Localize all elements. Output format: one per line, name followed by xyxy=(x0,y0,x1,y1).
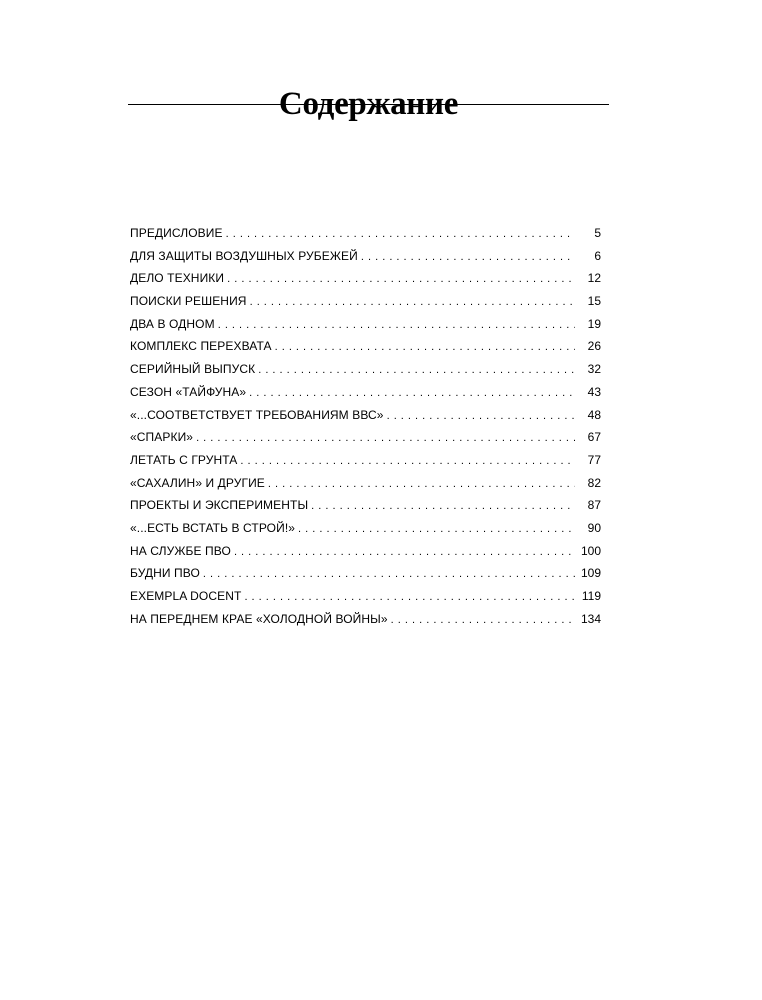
toc-entry-title: ДВА В ОДНОМ xyxy=(130,316,215,331)
toc-entry-title: ПОИСКИ РЕШЕНИЯ xyxy=(130,294,247,309)
toc-leader-dots xyxy=(387,405,575,428)
toc-entry xyxy=(130,313,601,336)
toc-page-number: 119 xyxy=(581,589,601,603)
toc-page-number: 5 xyxy=(594,226,601,240)
toc-entry-title: «СПАРКИ» xyxy=(130,430,194,445)
toc-entry xyxy=(130,222,601,245)
toc-entry xyxy=(130,245,601,268)
toc-entry xyxy=(130,358,601,381)
toc-leader-dots xyxy=(218,314,575,337)
toc-page-number: 87 xyxy=(587,498,601,513)
toc-entry-title: НА ПЕРЕДНЕМ КРАЕ «ХОЛОДНОЙ ВОЙНЫ» xyxy=(130,611,388,626)
toc-page-number: 15 xyxy=(587,294,601,309)
toc-leader-dots xyxy=(203,563,575,586)
toc-leader-dots xyxy=(258,359,575,382)
toc-page-number: 90 xyxy=(587,520,601,535)
toc-entry-title: «...СООТВЕТСТВУЕТ ТРЕБОВАНИЯМ ВВС» xyxy=(130,407,384,422)
toc-entry xyxy=(130,449,601,472)
toc-entry xyxy=(130,540,601,563)
toc-entry-title: ЛЕТАТЬ С ГРУНТА xyxy=(130,452,238,467)
toc-leader-dots xyxy=(244,586,575,609)
toc-entry xyxy=(130,585,601,608)
toc-page-number: 109 xyxy=(580,566,601,581)
toc-leader-dots xyxy=(298,518,575,541)
toc-leader-dots xyxy=(240,450,575,473)
toc-page-number: 100 xyxy=(580,543,601,558)
toc-leader-dots xyxy=(275,336,575,359)
toc-entry xyxy=(130,608,601,631)
toc-page-number: 6 xyxy=(594,248,601,263)
toc-entry xyxy=(130,335,601,358)
toc-entry xyxy=(130,426,601,449)
toc-leader-dots xyxy=(249,382,575,405)
toc-page-number: 19 xyxy=(587,316,601,331)
toc-leader-dots xyxy=(234,541,575,564)
toc-entry-title: ПРОЕКТЫ И ЭКСПЕРИМЕНТЫ xyxy=(130,498,309,513)
toc-leader-dots xyxy=(361,246,575,269)
toc-entry-title: НА СЛУЖБЕ ПВО xyxy=(130,543,231,558)
toc-entry xyxy=(130,562,601,585)
toc-leader-dots xyxy=(226,223,575,246)
toc-entry xyxy=(130,267,601,290)
toc-leader-dots xyxy=(311,495,575,518)
toc-entry-title: «...ЕСТЬ ВСТАТЬ В СТРОЙ!» xyxy=(130,520,296,535)
toc-entry-title: ДЛЯ ЗАЩИТЫ ВОЗДУШНЫХ РУБЕЖЕЙ xyxy=(130,248,358,263)
toc-entry-title: ДЕЛО ТЕХНИКИ xyxy=(130,271,225,286)
table-of-contents xyxy=(130,222,601,630)
toc-page-number: 82 xyxy=(587,475,601,490)
toc-page-number: 134 xyxy=(580,611,601,626)
toc-page-number: 67 xyxy=(587,430,601,445)
page-title: Содержание xyxy=(278,86,459,123)
toc-page-number: 77 xyxy=(587,452,601,467)
toc-entry-title: СЕРИЙНЫЙ ВЫПУСК xyxy=(130,362,256,377)
toc-entry xyxy=(130,381,601,404)
title-rule xyxy=(128,104,609,105)
toc-page-number: 32 xyxy=(587,362,601,377)
toc-entry-title: EXEMPLA DOCENT xyxy=(130,589,242,603)
toc-entry xyxy=(130,404,601,427)
toc-leader-dots xyxy=(250,291,575,314)
toc-page-number: 48 xyxy=(587,407,601,422)
toc-page-number: 43 xyxy=(587,384,601,399)
toc-entry-title: КОМПЛЕКС ПЕРЕХВАТА xyxy=(130,339,272,354)
toc-entry-title: СЕЗОН «ТАЙФУНА» xyxy=(130,384,247,399)
toc-entry xyxy=(130,472,601,495)
toc-entry xyxy=(130,290,601,313)
toc-leader-dots xyxy=(268,473,575,496)
toc-entry xyxy=(130,517,601,540)
toc-page-number: 26 xyxy=(587,339,601,354)
toc-leader-dots xyxy=(227,268,575,291)
toc-page-number: 12 xyxy=(587,271,601,286)
toc-entry-title: ПРЕДИСЛОВИЕ xyxy=(130,226,223,240)
toc-entry-title: «САХАЛИН» И ДРУГИЕ xyxy=(130,475,265,490)
toc-leader-dots xyxy=(196,427,575,450)
toc-entry xyxy=(130,494,601,517)
toc-entry-title: БУДНИ ПВО xyxy=(130,566,200,581)
toc-leader-dots xyxy=(391,609,575,632)
